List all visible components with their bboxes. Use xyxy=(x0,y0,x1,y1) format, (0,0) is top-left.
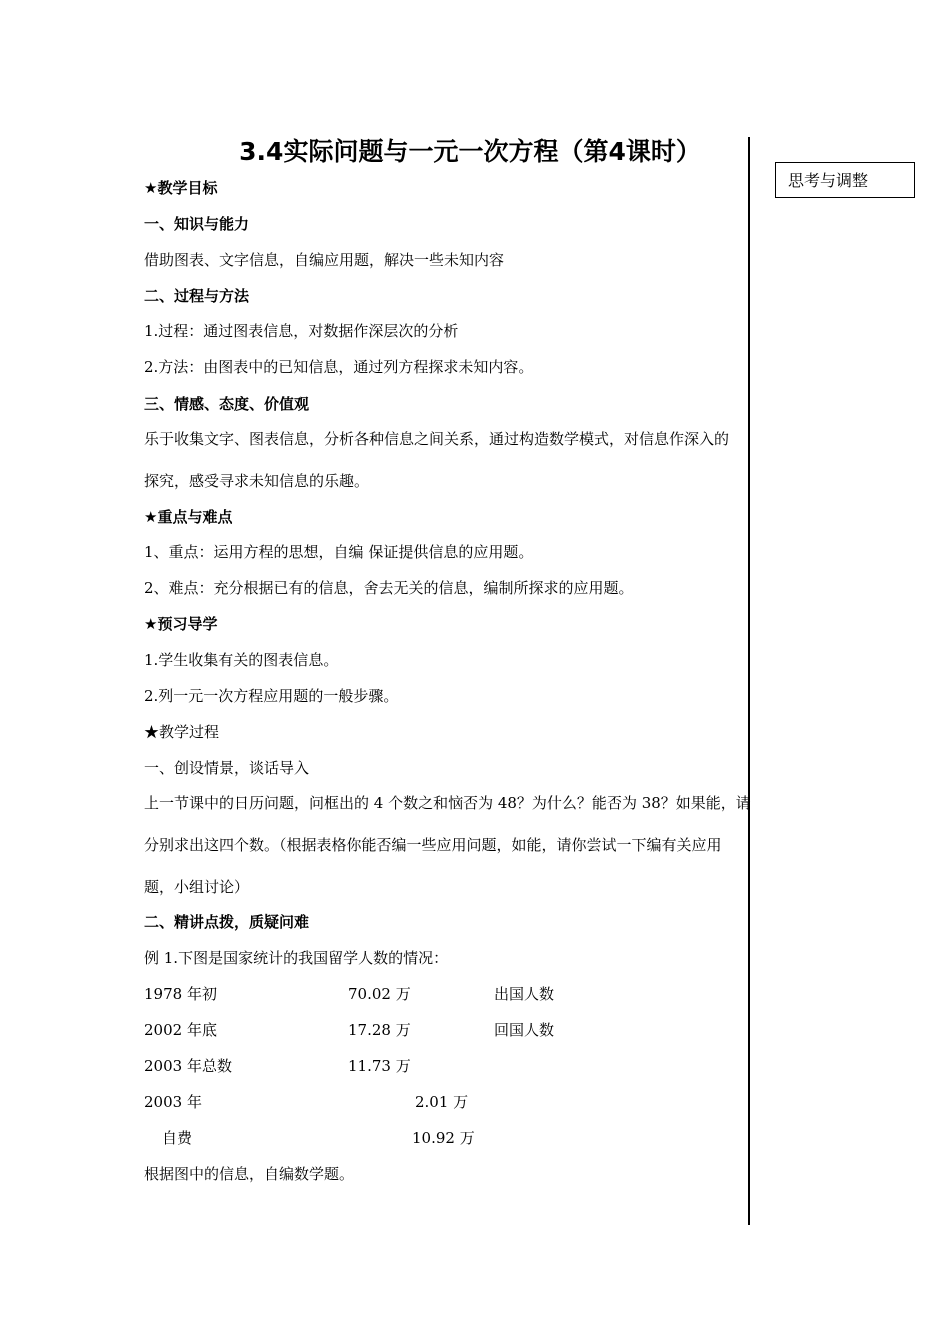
section1-line2: 分别求出这四个数。（根据表格你能否编一些应用问题，如能，请你尝试一下编有关应用 xyxy=(144,836,722,854)
table-cell: 回国人数 xyxy=(494,1021,555,1039)
table-cell: 2003 年总数 xyxy=(144,1057,232,1075)
knowledge-text: 借助图表、文字信息，自编应用题，解决一些未知内容 xyxy=(144,251,505,269)
emotion-text-line2: 探究，感受寻求未知信息的乐趣。 xyxy=(144,472,370,490)
section2-heading: 二、精讲点拨，质疑问难 xyxy=(144,913,310,931)
page-title: 3.4实际问题与一元一次方程（第4课时） xyxy=(239,137,701,166)
table-cell: 2002 年底 xyxy=(144,1021,217,1039)
table-cell: 2.01 万 xyxy=(415,1093,469,1111)
key-point-2: 2、难点：充分根据已有的信息，舍去无关的信息，编制所探求的应用题。 xyxy=(144,579,634,597)
key-points-heading: ★重点与难点 xyxy=(144,508,233,526)
table-cell: 70.02 万 xyxy=(348,985,411,1003)
section1-line3: 题，小组讨论） xyxy=(144,878,250,896)
table-cell: 10.92 万 xyxy=(412,1129,475,1147)
table-cell: 自费 xyxy=(162,1129,193,1147)
process-item-2: 2.方法：由图表中的已知信息，通过列方程探求未知内容。 xyxy=(144,358,534,376)
table-cell: 1978 年初 xyxy=(144,985,217,1003)
teaching-process-heading: ★教学过程 xyxy=(144,723,220,741)
reflection-box: 思考与调整 xyxy=(775,162,915,198)
section1-heading: 一、创设情景，谈话导入 xyxy=(144,759,310,777)
preview-heading: ★预习导学 xyxy=(144,615,218,633)
key-point-1: 1、重点：运用方程的思想，自编 保证提供信息的应用题。 xyxy=(144,543,534,561)
emotion-text-line1: 乐于收集文字、图表信息，分析各种信息之间关系，通过构造数学模式，对信息作深入的 xyxy=(144,430,730,448)
process-method-heading: 二、过程与方法 xyxy=(144,287,250,305)
example-intro: 例 1.下图是国家统计的我国留学人数的情况： xyxy=(144,949,449,967)
closing-instruction: 根据图中的信息，自编数学题。 xyxy=(144,1165,355,1183)
process-item-1: 1.过程：通过图表信息，对数据作深层次的分析 xyxy=(144,322,459,340)
knowledge-heading: 一、知识与能力 xyxy=(144,215,250,233)
emotion-heading: 三、情感、态度、价值观 xyxy=(144,395,310,413)
table-cell: 11.73 万 xyxy=(348,1057,411,1075)
teaching-goals-heading: ★教学目标 xyxy=(144,179,218,197)
section1-line1: 上一节课中的日历问题，问框出的 4 个数之和恼否为 48？为什么？能否为 38？如果能，请 xyxy=(144,794,751,812)
preview-item-2: 2.列一元一次方程应用题的一般步骤。 xyxy=(144,687,399,705)
preview-item-1: 1.学生收集有关的图表信息。 xyxy=(144,651,339,669)
table-cell: 17.28 万 xyxy=(348,1021,411,1039)
table-cell: 出国人数 xyxy=(494,985,555,1003)
margin-divider xyxy=(748,137,750,1225)
table-cell: 2003 年 xyxy=(144,1093,202,1111)
